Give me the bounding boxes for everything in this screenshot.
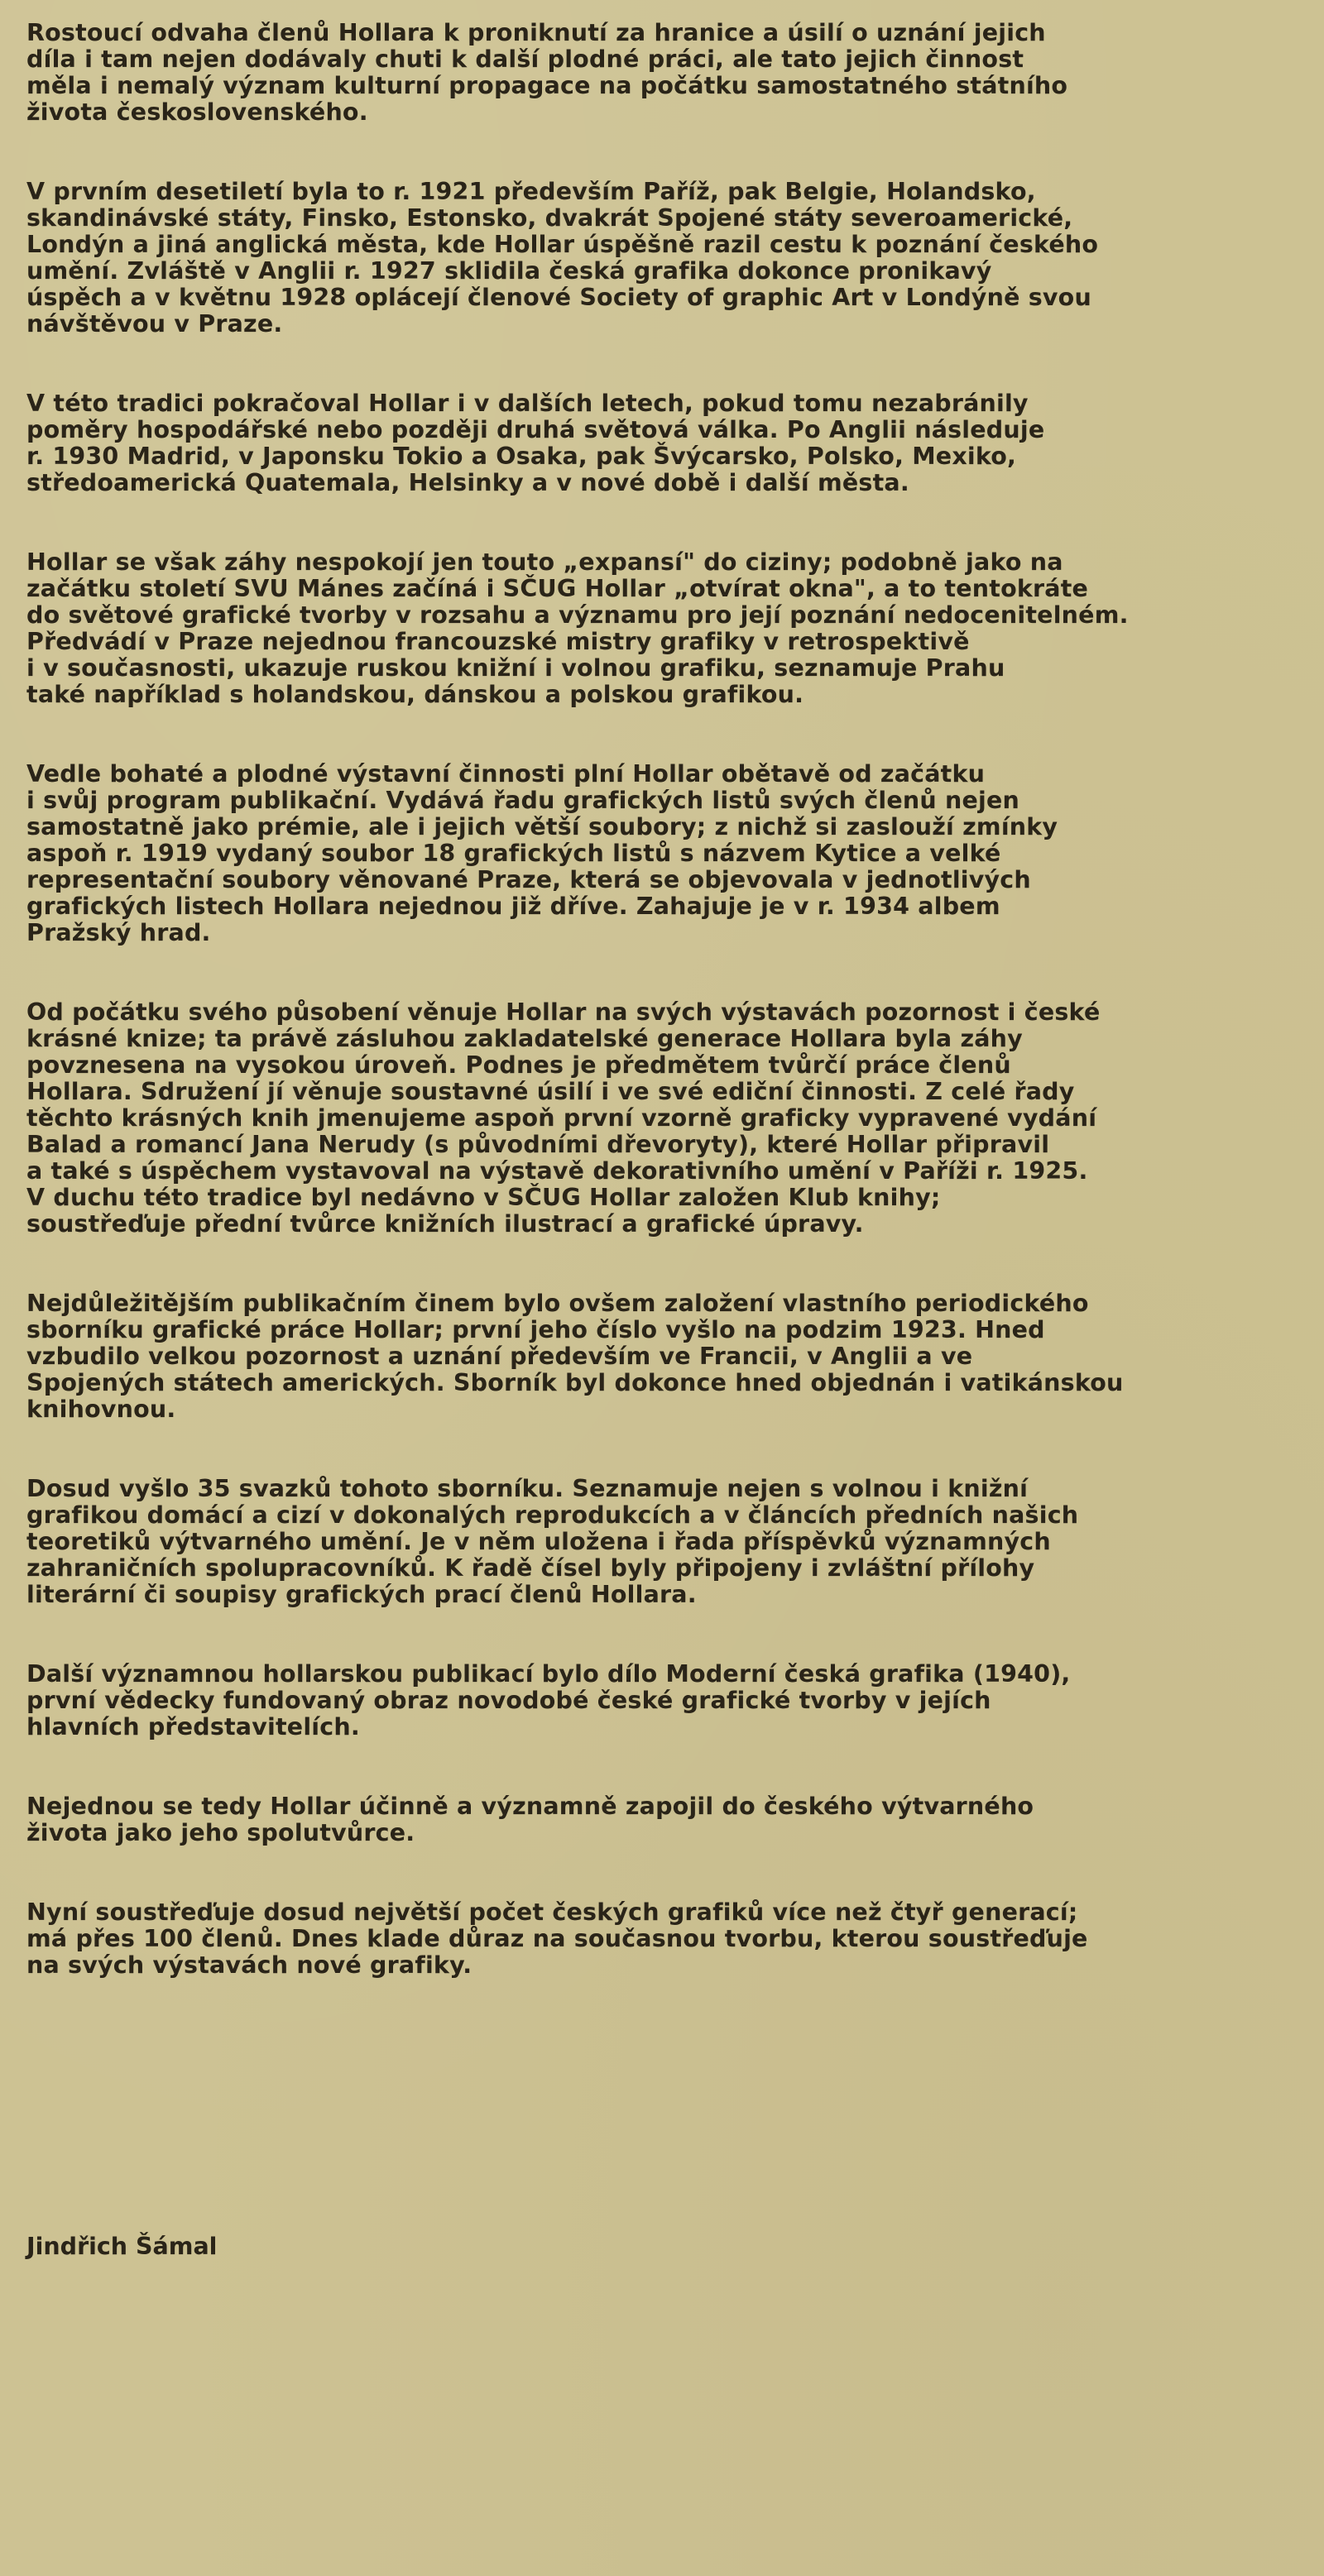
text-line: V této tradici pokračoval Hollar i v dalších letech, pokud tomu nezabránily: [26, 390, 1029, 417]
text-line: i v současnosti, ukazuje ruskou knižní i volnou grafiku, seznamuje Prahu: [26, 654, 1005, 682]
text-line: grafikou domácí a cizí v dokonalých reprodukcích a v článcích předních našich: [26, 1501, 1079, 1529]
text-line: má přes 100 členů. Dnes klade důraz na současnou tvorbu, kterou soustřeďuje: [26, 1925, 1088, 1952]
text-line: umění. Zvláště v Anglii r. 1927 sklidila česká grafika dokonce pronikavý: [26, 257, 992, 285]
text-line: hlavních představitelích.: [26, 1713, 360, 1740]
text-line: zahraničních spolupracovníků. K řadě čísel byly připojeny i zvláštní přílohy: [26, 1554, 1035, 1582]
paragraph: [26, 1793, 1301, 1846]
text-line: Nejdůležitějším publikačním činem bylo ovšem založení vlastního periodického: [26, 1290, 1089, 1317]
text-line: samostatně jako prémie, ale i jejich větší soubory; z nichž si zaslouží zmínky: [26, 813, 1058, 840]
paragraph: [26, 20, 1301, 126]
paragraph: [26, 761, 1301, 946]
text-line: Dosud vyšlo 35 svazků tohoto sborníku. Seznamuje nejen s volnou i knižní: [26, 1475, 1029, 1502]
text-line: Další významnou hollarskou publikací bylo dílo Moderní česká grafika (1940),: [26, 1660, 1071, 1688]
text-line: representační soubory věnované Praze, která se objevovala v jednotlivých: [26, 866, 1031, 893]
text-line: úspěch a v květnu 1928 oplácejí členové Society of graphic Art v Londýně svou: [26, 284, 1091, 311]
text-line: a také s úspěchem vystavoval na výstavě dekorativního umění v Paříži r. 1925.: [26, 1157, 1088, 1185]
text-line: poměry hospodářské nebo později druhá světová válka. Po Anglii následuje: [26, 416, 1045, 443]
text-line: literární či soupisy grafických prací členů Hollara.: [26, 1581, 697, 1608]
text-line: soustřeďuje přední tvůrce knižních ilustrací a grafické úpravy.: [26, 1210, 864, 1238]
text-line: života jako jeho spolutvůrce.: [26, 1819, 415, 1846]
text-line: V prvním desetiletí byla to r. 1921 především Paříž, pak Belgie, Holandsko,: [26, 178, 1036, 205]
text-line: života československého.: [26, 98, 368, 126]
text-line: Nyní soustřeďuje dosud největší počet českých grafiků více než čtyř generací;: [26, 1898, 1078, 1926]
text-line: Hollara. Sdružení jí věnuje soustavné úsilí i ve své ediční činnosti. Z celé řady: [26, 1078, 1075, 1105]
text-line: krásné knize; ta právě zásluhou zakladatelské generace Hollara byla záhy: [26, 1025, 1023, 1052]
paragraph: [26, 1899, 1301, 1979]
text-line: Hollar se však záhy nespokojí jen touto „expansí" do ciziny; podobně jako na: [26, 548, 1063, 576]
text-line: začátku století SVU Mánes začíná i SČUG Hollar „otvírat okna", a to tentokráte: [26, 575, 1089, 602]
text-line: r. 1930 Madrid, v Japonsku Tokio a Osaka, pak Švýcarsko, Polsko, Mexiko,: [26, 443, 1017, 470]
paragraph: [26, 999, 1301, 1238]
text-line: středoamerická Quatemala, Helsinky a v nové době i další města.: [26, 469, 909, 496]
text-line: také například s holandskou, dánskou a polskou grafikou.: [26, 681, 804, 708]
text-line: Vedle bohaté a plodné výstavní činnosti plní Hollar obětavě od začátku: [26, 760, 986, 788]
text-line: první vědecky fundovaný obraz novodobé české grafické tvorby v jejích: [26, 1687, 991, 1714]
text-line: Předvádí v Praze nejednou francouzské mistry grafiky v retrospektivě: [26, 628, 970, 655]
paragraph: [26, 1290, 1301, 1423]
text-line: skandinávské státy, Finsko, Estonsko, dvakrát Spojené státy severoamerické,: [26, 204, 1073, 232]
paragraph: [26, 549, 1301, 708]
text-line: návštěvou v Praze.: [26, 310, 283, 338]
text-line: díla i tam nejen dodávaly chuti k další plodné práci, ale tato jejich činnost: [26, 45, 1024, 73]
text-line: Od počátku svého působení věnuje Hollar na svých výstavách pozornost i české: [26, 998, 1101, 1026]
article-body: [26, 20, 1301, 2032]
paragraph: [26, 1661, 1301, 1740]
text-line: Londýn a jiná anglická města, kde Hollar úspěšně razil cestu k poznání českého: [26, 231, 1099, 258]
text-line: grafických listech Hollara nejednou již dříve. Zahajuje je v r. 1934 albem: [26, 893, 1000, 920]
author-signature: Jindřich Šámal: [26, 2233, 218, 2260]
text-line: Rostoucí odvaha členů Hollara k proniknutí za hranice a úsilí o uznání jejich: [26, 19, 1046, 46]
text-line: teoretiků výtvarného umění. Je v něm uložena i řada příspěvků významných: [26, 1528, 1051, 1555]
text-line: Pražský hrad.: [26, 919, 211, 946]
text-line: těchto krásných knih jmenujeme aspoň první vzorně graficky vypravené vydání: [26, 1104, 1097, 1132]
paragraph: [26, 390, 1301, 496]
paragraph: [26, 1476, 1301, 1608]
text-line: i svůj program publikační. Vydává řadu grafických listů svých členů nejen: [26, 787, 1020, 814]
text-line: vzbudilo velkou pozornost a uznání především ve Francii, v Anglii a ve: [26, 1343, 973, 1370]
paragraph: [26, 179, 1301, 338]
text-line: sborníku grafické práce Hollar; první jeho číslo vyšlo na podzim 1923. Hned: [26, 1316, 1045, 1343]
text-line: povznesena na vysokou úroveň. Podnes je předmětem tvůrčí práce členů: [26, 1051, 1011, 1079]
text-line: Spojených státech amerických. Sborník byl dokonce hned objednán i vatikánskou: [26, 1369, 1124, 1396]
text-line: do světové grafické tvorby v rozsahu a významu pro její poznání nedocenitelném.: [26, 601, 1129, 629]
text-line: aspoň r. 1919 vydaný soubor 18 grafických listů s názvem Kytice a velké: [26, 840, 1001, 867]
text-line: V duchu této tradice byl nedávno v SČUG Hollar založen Klub knihy;: [26, 1184, 941, 1211]
text-line: na svých výstavách nové grafiky.: [26, 1951, 473, 1979]
text-line: Balad a romancí Jana Nerudy (s původními dřevoryty), které Hollar připravil: [26, 1131, 1050, 1158]
text-line: Nejednou se tedy Hollar účinně a významně zapojil do českého výtvarného: [26, 1793, 1034, 1820]
text-line: měla i nemalý význam kulturní propagace na počátku samostatného státního: [26, 72, 1068, 99]
text-line: knihovnou.: [26, 1396, 176, 1423]
